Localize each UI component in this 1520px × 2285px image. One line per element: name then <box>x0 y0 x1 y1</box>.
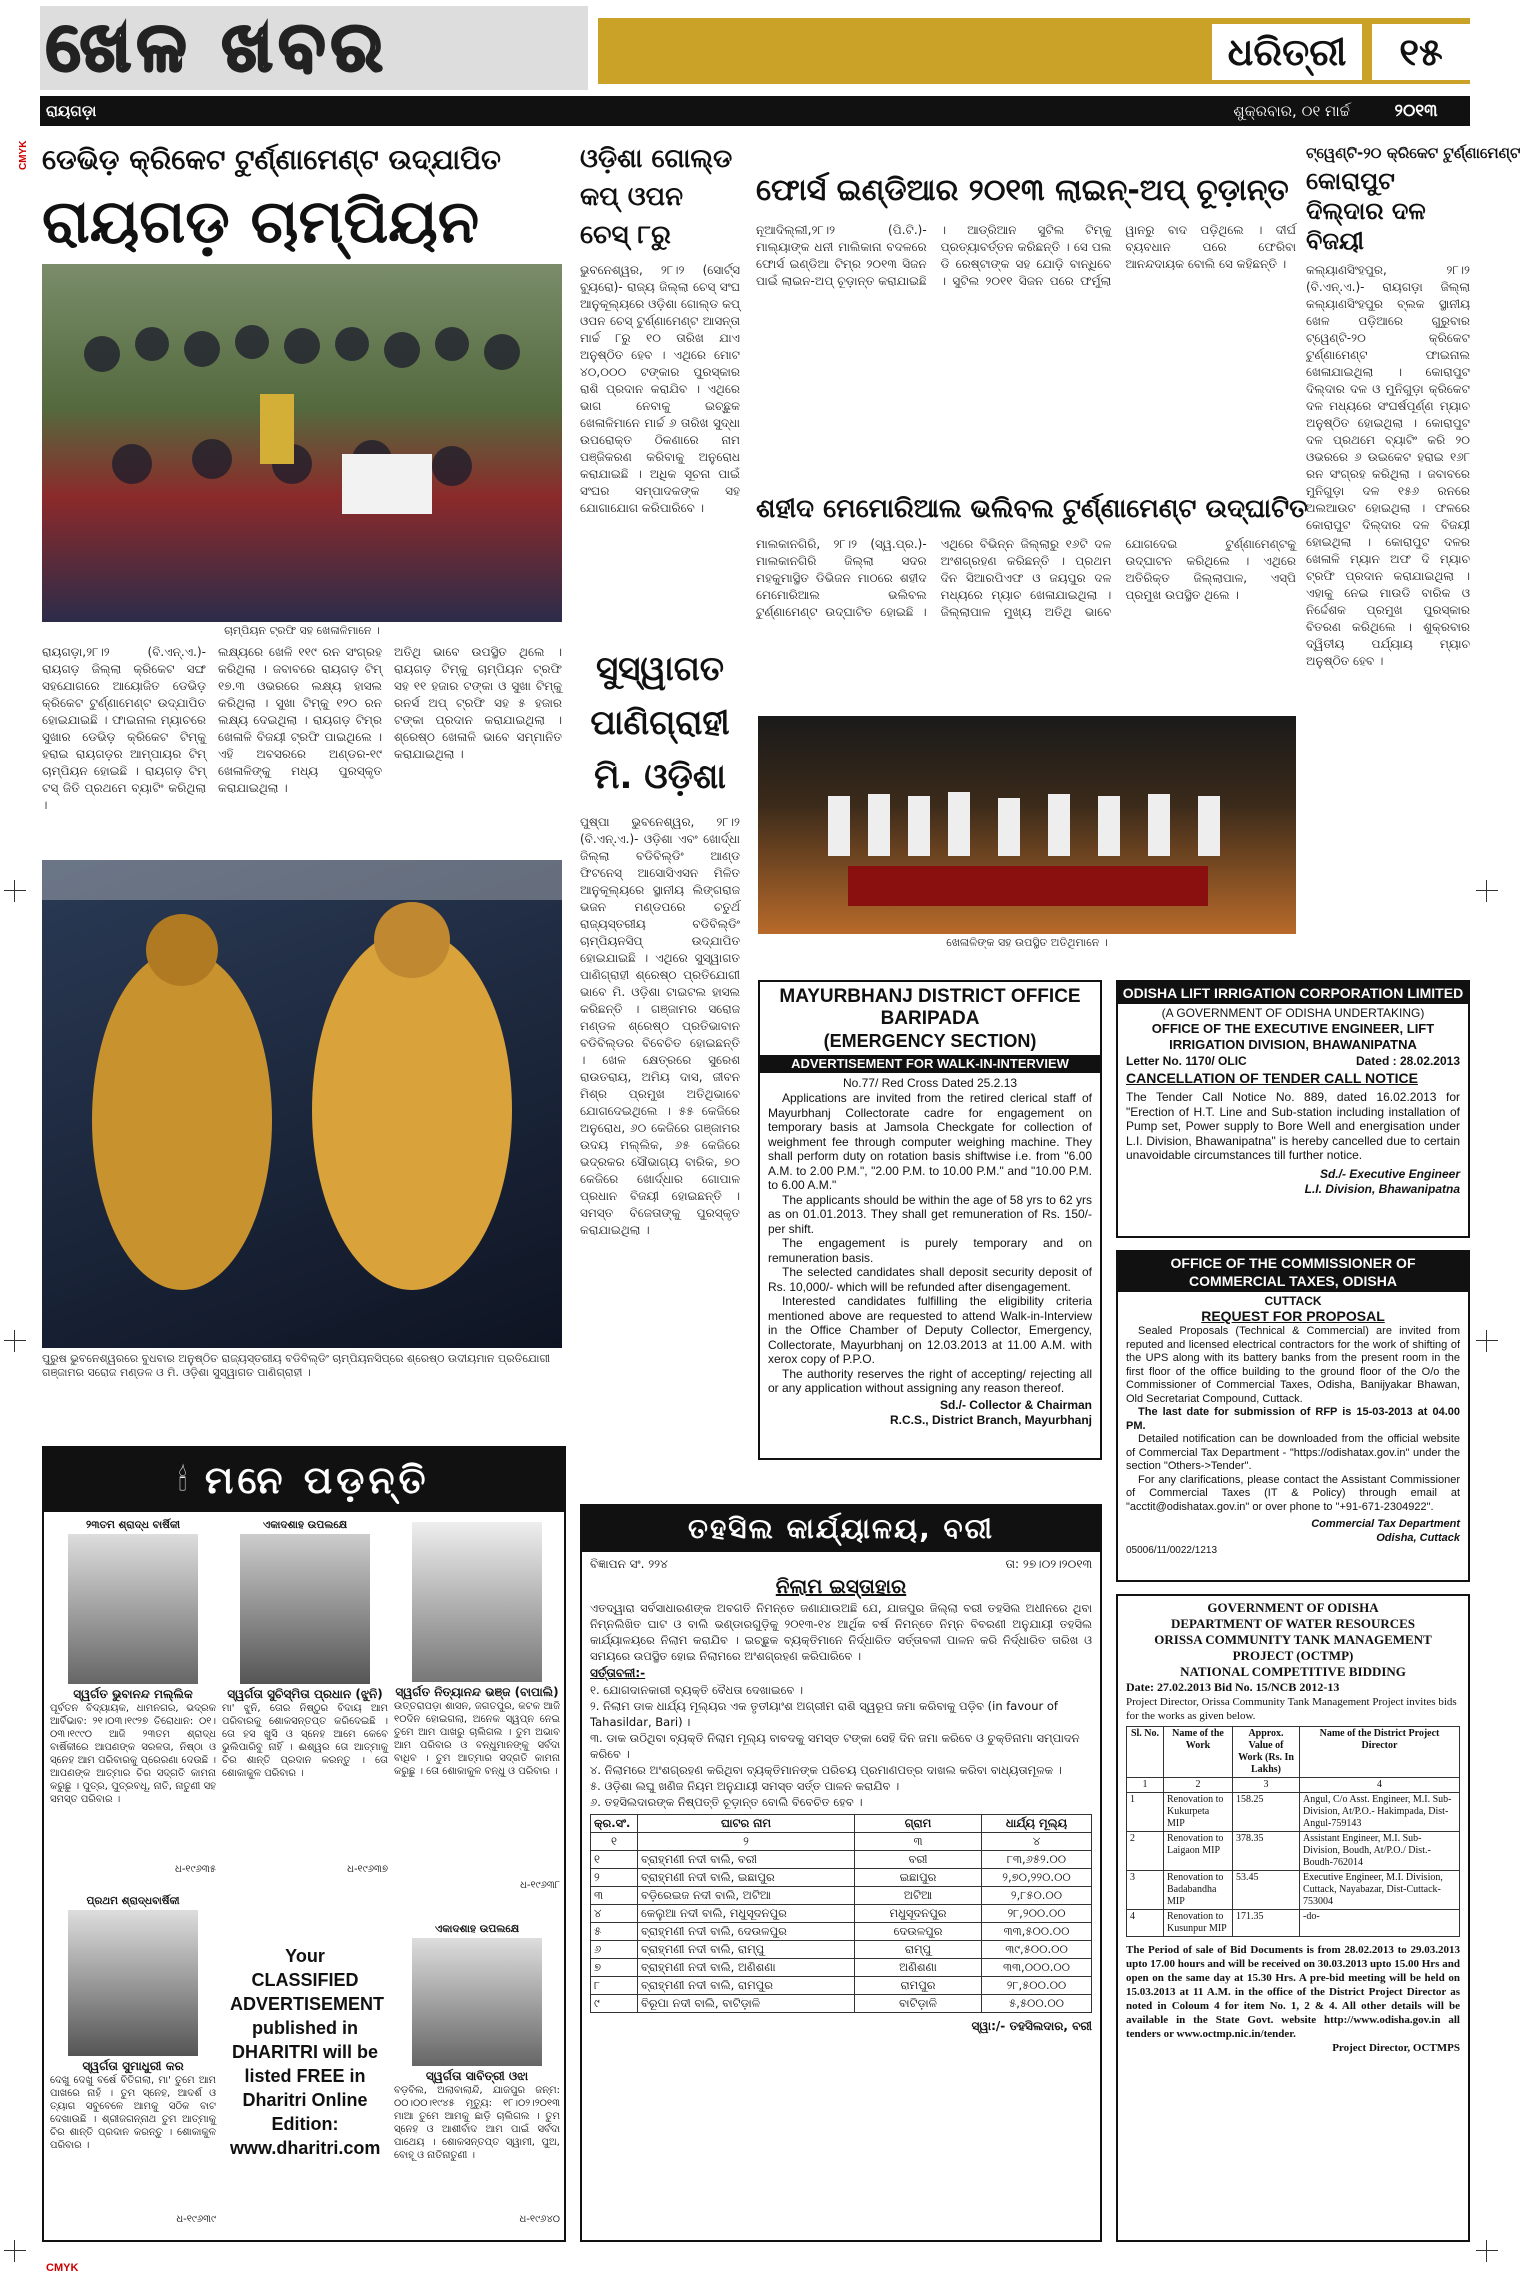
ad-tahasil-th: ଧାର୍ଯ୍ୟ ମୂଲ୍ୟ <box>982 1815 1092 1833</box>
ad-tahasil-cell: ୨୮,୨୦୦.୦୦ <box>982 1905 1092 1923</box>
ad-water-colnum: 3 <box>1233 1778 1300 1793</box>
ad-tahasil-cell: ରାମପୁର <box>855 1977 982 1995</box>
paper-name: ଧରିତ୍ରୀ <box>1212 24 1362 80</box>
dateline-date: ଶୁକ୍ରବାର, ୦୧ ମାର୍ଚ୍ଚ <box>1233 102 1350 120</box>
ad-mayurbhanj-p3: The engagement is purely temporary and on remuneration basis. <box>768 1236 1092 1265</box>
story1-body-col1: ରାୟଗଡ଼ା,୨୮।୨ (ବି.ଏନ୍.ଏ.)- ରାୟଗଡ଼ ଜିଲ୍ଲା କ୍ରିକେଟ ସଙ୍ଘ ସହଯୋଗରେ ଆୟୋଜିତ ଡେଭିଡ଼ କ୍ରିକେଟ ଟୁର୍ଣ୍ଣାମେଣ୍ଟ ଉଦ୍‌ଯାପିତ ହୋଇଯାଇଛି । ଫାଇନାଲ ମ୍ୟାଚରେ ସୁଖାର ଡେଭିଡ଼ କ୍ରିକେଟ ଟିମ୍‌କୁ ହରାଇ ରାୟଗଡ଼ର ଆମ୍ପାୟର ଟିମ୍ ଚାମ୍ପିୟନ ହୋଇଛି । ରାୟଗଡ଼ ଟିମ୍ ଟସ୍ ଜିତି ପ୍ରଥମେ ବ୍ୟାଟିଂ କରିଥିଲା । <box>42 645 206 812</box>
ad-water-cell: -do- <box>1300 1910 1460 1937</box>
ad-mayurbhanj-title1: MAYURBHANJ DISTRICT OFFICE <box>779 986 1081 1007</box>
story3-body: ପୁଷ୍ପା ଭୁବନେଶ୍ୱର, ୨୮।୨ (ବି.ଏନ୍.ଏ.)- ଓଡ଼ିଶା ଏବଂ ଖୋର୍ଦ୍ଧା ଜିଲ୍ଲା ବଡିବିଲ୍ଡିଂ ଆଣ୍ଡ ଫିଟନେସ୍ ଆସୋସିଏସନ ମିଳିତ ଆନୁକୂଲ୍ୟରେ ସ୍ଥାନୀୟ ଲିଙ୍ଗରାଜ ଭଜନ ମଣ୍ଡପରେ ଚତୁର୍ଥ ରାଜ୍ୟସ୍ତରୀୟ ବଡିବିଲ୍ଡିଂ ଚାମ୍ପିୟନସିପ୍ ଉଦ୍‌ଯାପିତ ହୋଇଯାଇଛି । ଏଥିରେ ସୁସ୍ୱାଗତ ପାଣିଗ୍ରାହୀ ଶ୍ରେଷ୍ଠ ପ୍ରତିଯୋଗୀ ଭାବେ ମି. ଓଡ଼ିଶା ଟାଇଟଲ ହାସଲ କରିଛନ୍ତି । ଗଞ୍ଜାମର ସରୋଜ ମଣ୍ଡଳ ଶ୍ରେଷ୍ଠ ପ୍ରତିଭାବାନ ବଡିବିଲ୍ଡର ବିବେଚିତ ହୋଇଛନ୍ତି । ଖେଳ କ୍ଷେତ୍ରରେ ସୁରେଶ ରାଉତରାୟ, ଅମିୟ ଦାସ, ଜୀବନ ମିଶ୍ର ପ୍ରମୁଖ ଅତିଥିଭାବେ ଯୋଗଦେଇଥିଲେ । ୫୫ କେଜିରେ ଅନୁରୋଧ, ୬୦ କେଜିରେ ଗଞ୍ଜାମର ଉଦୟ ମଲ୍ଲିକ, ୬୫ କେଜିରେ ଭଦ୍ରକର ସୌଭାଗ୍ୟ ବାରିକ, ୭୦ କେଜିରେ ଖୋର୍ଦ୍ଧାର ଗୋପାଳ ପ୍ରଧାନ ବିଜୟୀ ହୋଇଛନ୍ତି । ସମସ୍ତ ବିଜେତାଙ୍କୁ ପୁରସ୍କୃତ କରାଯାଇଥିଲା । <box>580 815 740 1237</box>
ad-tahasil-table <box>590 1814 1092 2013</box>
ad-tahasil-cell: ବ୍ରାହ୍ମଣୀ ନଦୀ ବାଲି, ରାମ୍ପୁ <box>638 1941 855 1959</box>
ad-water-t6: Project Director, Orissa Community Tank Management Project invites bids for the works as given below. <box>1126 1696 1457 1722</box>
ad-tahasil-cell: ବରୀ <box>855 1851 982 1869</box>
ad-tax-sign2: Odisha, Cuttack <box>1376 1532 1460 1544</box>
ad-mayurbhanj-p5: Interested candidates fulfilling the eligibility criteria mentioned above are requested to attend Walk-in-Interview in the Office Chamber of Deputy Collector, Emergency, Collectorate, Mayurbhanj on 12.03.2013 at 11.00 A.M. with xerox copy of P.P.O. <box>768 1294 1092 1366</box>
ad-tahasil-cell: ୮ <box>591 1977 638 1995</box>
ad-tax-title: OFFICE OF THE COMMISSIONER OF COMMERCIAL TAXES, ODISHA <box>1118 1252 1468 1292</box>
obit-tag: ଏକାଦଶାହ ଉପଲକ୍ଷେ <box>434 1923 520 1935</box>
ad-tahasil-colnum: ୪ <box>982 1833 1092 1851</box>
ad-lift-dated: Dated : 28.02.2013 <box>1355 1054 1460 1068</box>
ad-tahasil-cell: ଅଣିଶଣା <box>855 1959 982 1977</box>
obituary-section <box>42 1446 566 2242</box>
ad-tahasil-cell: ଅଟିଆ <box>855 1887 982 1905</box>
ad-water-t1: GOVERNMENT OF ODISHA <box>1207 1600 1379 1615</box>
ad-tahasil-condition: ୪. ନିଲାମରେ ଅଂଶଗ୍ରହଣ କରିଥିବା ବ୍ୟକ୍ତିମାନଙ୍କ ପରିଚୟ ପ୍ରମାଣପତ୍ର ଦାଖଲ କରିବା ବାଧ୍ୟତାମୂଳକ । <box>590 1763 1062 1777</box>
ad-water-th: Sl. No. <box>1127 1727 1164 1778</box>
ad-water-cell: 4 <box>1127 1910 1164 1937</box>
page-number: ୧୫ <box>1372 24 1470 80</box>
ad-tahasil-cell: ୨ <box>591 1869 638 1887</box>
volleyball-team-photo <box>758 716 1296 934</box>
ad-water-colnum: 4 <box>1300 1778 1460 1793</box>
table-row <box>591 1959 1092 1977</box>
ad-water-footer: The Period of sale of Bid Documents is from 28.02.2013 to 29.03.2013 upto 17.00 hours and will be received on 30.03.2013 upto 15.00 Hrs and open on the same day at 15.30 Hrs. A pre-bid meeting will be held on 15.03.2013 at 11 A.M. in the office of the District Project Director as noted in Coloum 4 for item No. 1, 2 & 4. All other details will be available in the State Govt. website http://www.odisha.gov.in all tenders or www.octmp.nic.in/tender. <box>1126 1944 1460 2040</box>
story5-body: ମାଲକାନଗିରି, ୨୮।୨ (ସ୍ୱ.ପ୍ର.)- ମାଲକାନଗିରି ଜିଲ୍ଲା ସଦର ମହକୁମାସ୍ଥିତ ଡିଭିଜନ ମାଠରେ ଶହୀଦ ମେମୋରିଆଲ ଭଲିବଲ ଟୁର୍ଣ୍ଣାମେଣ୍ଟ ଉଦ୍‌ଘାଟିତ ହୋଇଛି । ଏଥିରେ ବିଭିନ୍ନ ଜିଲ୍ଲାରୁ ୧୬ଟି ଦଳ ଅଂଶଗ୍ରହଣ କରିଛନ୍ତି । ପ୍ରଥମ ଦିନ ସିଆରପିଏଫ ଓ ଜୟପୁର ଦଳ ମଧ୍ୟରେ ମ୍ୟାଚ ଖେଳାଯାଇଥିଲା । ଜିଲ୍ଲାପାଳ ମୁଖ୍ୟ ଅତିଥି ଭାବେ ଯୋଗଦେଇ ଟୁର୍ଣ୍ଣାମେଣ୍ଟକୁ ଉଦ୍‌ଘାଟନ କରିଥିଲେ । ଏଥିରେ ଅତିରିକ୍ତ ଜିଲ୍ଲାପାଳ, ଏସ୍‌ପି ପ୍ରମୁଖ ଉପସ୍ଥିତ ଥିଲେ । <box>756 537 1296 619</box>
ad-tax-heading: REQUEST FOR PROPOSAL <box>1201 1308 1385 1324</box>
obit-tag: ୨୩ତମ ଶ୍ରାଦ୍ଧ ବାର୍ଷିକୀ <box>86 1519 180 1531</box>
ad-tahasil-cell: ୩ <box>591 1887 638 1905</box>
ad-tahasil-cell: ୨,୮୫୦.୦୦ <box>982 1887 1092 1905</box>
avatar <box>412 1522 542 1682</box>
ad-tahasil-cell: କେଲୁଆ ନଦୀ ବାଲି, ମଧୁସୂଦନପୁର <box>638 1905 855 1923</box>
story5-photo-caption: ଖେଳାଳିଙ୍କ ସହ ଉପସ୍ଥିତ ଅତିଥିମାନେ । <box>946 936 1108 949</box>
obit-card <box>50 1518 216 1888</box>
obit-name: ସ୍ୱର୍ଗତା ସୁମାଧୁରୀ କର <box>82 2059 184 2073</box>
ad-tahasil-th: ଘାଟର ନାମ <box>638 1815 855 1833</box>
ad-lift-body: The Tender Call Notice No. 889, dated 16.02.2013 for "Erection of H.T. Line and Sub-station including installation of Pump set, Power supply to Bore Well and energisation under L.I. Division, Bhawanipatna" is hereby cancelled due to certain unavoidable circumstances till further notice. <box>1126 1090 1460 1162</box>
ad-water-cell: Assistant Engineer, M.I. Sub-Division, Boudh, At/P.O./ Dist.- Boudh-762014 <box>1300 1832 1460 1871</box>
table-row <box>591 1905 1092 1923</box>
ad-mayurbhanj-banner: ADVERTISEMENT FOR WALK-IN-INTERVIEW <box>760 1055 1100 1073</box>
ad-lift-sign2: L.I. Division, Bhawanipatna <box>1304 1181 1460 1196</box>
registration-mark <box>1476 880 1498 902</box>
ad-water-cell: 158.25 <box>1233 1793 1300 1832</box>
obit-name: ସ୍ୱର୍ଗତା ସାବିତ୍ରୀ ଓଝା <box>425 2069 529 2083</box>
ad-tahasil-cell: ବ୍ରାହ୍ମଣୀ ନଦୀ ବାଲି, ଇଛାପୁର <box>638 1869 855 1887</box>
ad-water-cell: 378.35 <box>1233 1832 1300 1871</box>
registration-mark <box>4 1330 26 1352</box>
story3-headline: ସୁସ୍ୱାଗତ ପାଣିଗ୍ରାହୀ ମି. ଓଡ଼ିଶା <box>590 649 730 797</box>
ad-tahasil-date: ତା: ୨୭।୦୨।୨୦୧୩ <box>1005 1557 1092 1571</box>
ad-water-table <box>1126 1726 1460 1937</box>
masthead-title-band <box>40 6 588 90</box>
story1-kicker: ଡେଭିଡ଼ କ୍ରିକେଟ ଟୁର୍ଣ୍ଣାମେଣ୍ଟ ଉଦ୍‌ଯାପିତ <box>42 143 502 176</box>
ad-tahasil-cell: ୫ <box>591 1923 638 1941</box>
ad-tahasil-cell: ଦେଉଳପୁର <box>855 1923 982 1941</box>
cmyk-mark-top: CMYK <box>18 140 29 170</box>
table-row <box>591 1941 1092 1959</box>
ad-water-cell: Executive Engineer, M.I. Division, Cuttack, Nayabazar, Dist-Cuttack-753004 <box>1300 1871 1460 1910</box>
ad-tahasil-condition: ୩. ଡାକ ଉଠିଥିବା ବ୍ୟକ୍ତି ନିଲାମ ମୂଲ୍ୟ ବାବଦକୁ ସମସ୍ତ ଟଙ୍କା ସେହି ଦିନ ଜମା କରିବେ ଓ ଚୁକ୍ତିନାମା ସମ୍ପାଦନ କରିବେ । <box>590 1731 1080 1761</box>
ad-tahasil-table-header <box>591 1815 1092 1833</box>
ad-water-sign: Project Director, OCTMPS <box>1332 2042 1460 2054</box>
candle-icon: 🕯 <box>178 1462 187 1498</box>
bodybuilders-photo <box>42 860 562 1348</box>
obit-name: ସ୍ୱର୍ଗତା ସୁଚିସ୍ମିତା ପ୍ରଧାନ (ଝୁନି) <box>227 1687 383 1701</box>
table-row <box>591 1923 1092 1941</box>
ad-tahasil-cell: ୭ <box>591 1959 638 1977</box>
ad-tahasil-th: ଗ୍ରାମ <box>855 1815 982 1833</box>
obit-text: ମା' ଝୁନି, ତୋର ନିଷ୍ଠୁର ବିଦାୟ ଆମ ପରିବାରକୁ ଶୋକସନ୍ତପ୍ତ କରିଦେଇଛି । ତୋ ହସ ଖୁସି ଓ ସ୍ନେହ ଆମେ କେବେ ଭୁଲିପାରିବୁ ନାହିଁ । ଈଶ୍ୱର ତୋ ଆତ୍ମାକୁ ଚିର ଶାନ୍ତି ପ୍ରଦାନ କରନ୍ତୁ । ତୋ ଶୋକାକୁଳ ପରିବାର । <box>222 1703 388 1779</box>
ad-tahasil-table-nums <box>591 1833 1092 1851</box>
story1-body-col2: ଲକ୍ଷ୍ୟରେ ଖେଳି ୧୧୯ ରନ ସଂଗ୍ରହ କରିଥିଲା । ଜବାବରେ ରାୟଗଡ଼ ଟିମ୍ ୧୭.୩ ଓଭରରେ ଲକ୍ଷ୍ୟ ହାସଲ କରିଥିଲା । ସୁଖା ଟିମ୍‌କୁ ୧୨୦ ରନ ଲକ୍ଷ୍ୟ ଦେଇଥିଲା । ରାୟଗଡ଼ ଟିମ୍‌ର ଖେଳାଳି ବିଜୟୀ ଟ୍ରଫି ପାଇଥିଲେ । ଏହି ଅବସରରେ ଅଣ୍ଡର-୧୯ ଖେଳାଳିଙ୍କୁ ମଧ୍ୟ ପୁରସ୍କୃତ କରାଯାଇଥିଲା । <box>218 645 382 795</box>
ad-mayurbhanj-notice-no: No.77/ Red Cross Dated 25.2.13 <box>842 1076 1018 1090</box>
ad-tahasil-cell: ୯ <box>591 1995 638 2013</box>
ad-water-cell: Angul, C/o Asst. Engineer, M.I. Sub-Division, At/P.O.- Hakimpada, Dist-Angul-759143 <box>1300 1793 1460 1832</box>
registration-mark <box>1476 2240 1498 2262</box>
obit-text: ବଡ଼ବିଲ, ଅଲାବାଲାନ୍ଦି, ଯାଜପୁର ଜନ୍ମ: ୦୦।୦୦।୧୯୪୫ ମୃତ୍ୟୁ: ୧୮।୦୨।୨୦୧୩ ମାଆ ତୁମେ ଆମକୁ ଛାଡ଼ି ଚାଲିଗଲ । ତୁମ ସ୍ନେହ ଓ ଆଶୀର୍ବାଦ ଆମ ପାଇଁ ସର୍ବଦା ପାଥେୟ । ଶୋକସନ୍ତପ୍ତ ସ୍ୱାମୀ, ପୁଅ, ବୋହୂ ଓ ନାତିନାତୁଣୀ । <box>394 2085 560 2161</box>
table-row <box>1127 1871 1460 1910</box>
table-row <box>591 1851 1092 1869</box>
ad-water-cell: Renovation to Badabandha MIP <box>1164 1871 1233 1910</box>
ad-tahasil-colnum: ୩ <box>855 1833 982 1851</box>
ad-tax-p2: The last date for submission of RFP is 15-03-2013 at 04.00 PM. <box>1126 1406 1460 1432</box>
ad-water-th: Name of the District Project Director <box>1300 1727 1460 1778</box>
classified-promo: Your CLASSIFIED ADVERTISEMENT published in DHARITRI will be listed FREE in Dharitri Online Edition: www.dharitri.com <box>230 1946 385 2158</box>
ad-water-t5: Date: 27.02.2013 Bid No. 15/NCB 2012-13 <box>1126 1680 1340 1694</box>
ad-tahasil-intro: ଏତଦ୍ୱାରା ସର୍ବସାଧାରଣଙ୍କ ଅବଗତି ନିମନ୍ତେ ଜଣାଯାଉଅଛି ଯେ, ଯାଜପୁର ଜିଲ୍ଲା ବରୀ ତହସିଲ ଅଧୀନରେ ଥିବା ନିମ୍ନଲିଖିତ ଘାଟ ଓ ବାଲି ଭଣ୍ଡାରଗୁଡ଼ିକୁ ୨୦୧୩-୧୪ ଆର୍ଥିକ ବର୍ଷ ନିମନ୍ତେ ନିମ୍ନ ବିବରଣୀ ଅନୁଯାୟୀ ତହସିଲ କାର୍ଯ୍ୟାଳୟରେ ନିଲାମ କରାଯିବ । ଇଚ୍ଛୁକ ବ୍ୟକ୍ତିମାନେ ନିର୍ଦ୍ଧାରିତ ସର୍ତ୍ତାବଳୀ ପାଳନ କରି ନିର୍ଦ୍ଧାରିତ ତାରିଖ ଓ ସମୟରେ ଉପସ୍ଥିତ ହୋଇ ନିଲାମରେ ଅଂଶଗ୍ରହଣ କରିପାରିବେ । <box>590 1601 1092 1663</box>
avatar <box>68 1910 198 2056</box>
registration-mark <box>1476 1330 1498 1352</box>
ad-tahasil-cell: ୫,୫୦୦.୦୦ <box>982 1995 1092 2013</box>
ad-water-t3: ORISSA COMMUNITY TANK MANAGEMENT PROJECT (OCTMP) <box>1154 1632 1432 1663</box>
ad-lift-letter-row <box>1126 1053 1460 1069</box>
obit-sign: ଧ-୧୯୬୪୦ <box>519 2214 560 2225</box>
ad-mayurbhanj-p4: The selected candidates shall deposit security deposit of Rs. 10,000/- which will be refunded after disengagement. <box>768 1265 1092 1294</box>
edition-label: ରାୟଗଡ଼ା <box>46 102 97 120</box>
story6-body: କଲ୍ୟାଣସିଂହପୁର, ୨୮।୨ (ବି.ଏନ୍.ଏ.)- ରାୟଗଡ଼ା ଜିଲ୍ଲା କଲ୍ୟାଣସିଂହପୁର ବ୍ଲକ ସ୍ଥାନୀୟ ଖେଳ ପଡ଼ିଆରେ ଗୁରୁବାର ଟ୍ୱେଣ୍ଟି-୨୦ କ୍ରିକେଟ ଟୁର୍ଣ୍ଣାମେଣ୍ଟ ଫାଇନାଲ ଖେଳାଯାଇଥିଲା । କୋରାପୁଟ ଦିଲ୍‌ଦାର ଦଳ ଓ ମୁନିଗୁଡ଼ା କ୍ରିକେଟ ଦଳ ମଧ୍ୟରେ ସଂଘର୍ଷପୂର୍ଣ୍ଣ ମ୍ୟାଚ ଅନୁଷ୍ଠିତ ହୋଇଥିଲା । କୋରାପୁଟ ଦଳ ପ୍ରଥମେ ବ୍ୟାଟିଂ କରି ୨୦ ଓଭରରେ ୬ ଉଇକେଟ ହରାଇ ୧୬୮ ରନ ସଂଗ୍ରହ କରିଥିଲା । ଜବାବରେ ମୁନିଗୁଡ଼ା ଦଳ ୧୫୬ ରନରେ ଅଲଆଉଟ ହୋଇଥିଲା । ଫଳରେ କୋରାପୁଟ ଦିଲ୍‌ଦାର ଦଳ ବିଜୟୀ ହୋଇଥିଲା । କୋରାପୁଟ ଦଳର ଖେଳାଳି ମ୍ୟାନ ଅଫ ଦି ମ୍ୟାଚ ଟ୍ରଫି ପ୍ରଦାନ କରାଯାଇଥିଲା । ଏହାକୁ ନେଇ ମାଉଡି ବାରିକ ଓ ନିର୍ଦ୍ଦେଶକ ପ୍ରମୁଖ ପୁରସ୍କାର ବିତରଣ କରିଥିଲେ । ଶୁକ୍ରବାର ଦ୍ୱିତୀୟ ପର୍ଯ୍ୟାୟ ମ୍ୟାଚ ଅନୁଷ୍ଠିତ ହେବ । <box>1306 263 1470 668</box>
ad-water-cell: 2 <box>1127 1832 1164 1871</box>
ad-tahasil-condition: ୨. ନିଲାମ ଡାକ ଧାର୍ଯ୍ୟ ମୂଲ୍ୟର ଏକ ତୃତୀୟାଂଶ ଅଗ୍ରୀମ ରାଶି ସ୍ୱରୂପ ଜମା କରିବାକୁ ପଡ଼ିବ (in favour of Tahasildar, Bari) । <box>590 1699 1058 1729</box>
avatar <box>68 1534 198 1684</box>
ad-tahasil-cell: ମଧୁସୂଦନପୁର <box>855 1905 982 1923</box>
ad-tahasil-condition: ୫. ଓଡ଼ିଶା ଲଘୁ ଖଣିଜ ନିୟମ ଅନୁଯାୟୀ ସମସ୍ତ ସର୍ତ୍ତ ପାଳନ କରାଯିବ । <box>590 1779 900 1793</box>
ad-tahasil-cell: ୩୩,୫୦୦.୦୦ <box>982 1923 1092 1941</box>
ad-tahasil-condition: ୬. ତହସିଲଦାରଙ୍କ ନିଷ୍ପତ୍ତି ଚୂଡ଼ାନ୍ତ ବୋଲି ବିବେଚିତ ହେବ । <box>590 1795 863 1809</box>
story5-headline: ଶହୀଦ ମେମୋରିଆଲ ଭଲିବଲ ଟୁର୍ଣ୍ଣାମେଣ୍ଟ ଉଦ୍‌ଘାଟିତ <box>756 494 1308 524</box>
ad-mayurbhanj-p2: The applicants should be within the age of 58 yrs to 62 yrs as on 01.01.2013. They shall get remuneration of Rs. 150/- per shift. <box>768 1192 1092 1236</box>
ad-tahasil-conditions-title: ସର୍ତ୍ତାବଳୀ:- <box>590 1666 646 1680</box>
ad-tax-code: 05006/11/0022/1213 <box>1126 1545 1218 1556</box>
obit-card <box>394 1922 560 2238</box>
ad-water-t4: NATIONAL COMPETITIVE BIDDING <box>1180 1664 1406 1679</box>
ad-water-cell: 3 <box>1127 1871 1164 1910</box>
ad-mayurbhanj-title3: (EMERGENCY SECTION) <box>823 1031 1037 1051</box>
ad-tax-p1: Sealed Proposals (Technical & Commercial) are invited from reputed and licensed electrical contractors for the work of shifting of the UPS along with its battery banks from the present room in the first floor of the office building to the ground floor of the O/o the Commissioner of Commercial Taxes, Odisha, Banijyakar Bhawan, Old Secretariat Compound, Cuttack. <box>1126 1325 1460 1405</box>
obit-name: ସ୍ୱର୍ଗତ ନିତ୍ୟାନନ୍ଦ ଭଞ୍ଜ (ବାପାଲି) <box>395 1685 559 1699</box>
avatar <box>240 1534 370 1684</box>
ad-tax-city: CUTTACK <box>1264 1294 1322 1308</box>
ad-tahasil-condition: ୧. ଯୋଗଦାନକାରୀ ବ୍ୟକ୍ତି ବୈଧତା ଦେଖାଇବେ । <box>590 1683 804 1697</box>
ad-tahasil-meta-row <box>590 1556 1092 1572</box>
dateline-year: ୨୦୧୩ <box>1394 101 1438 121</box>
obit-card <box>50 1894 216 2238</box>
ad-tahasil-th: କ୍ର.ସଂ. <box>591 1815 638 1833</box>
ad-lift-heading: CANCELLATION OF TENDER CALL NOTICE <box>1126 1070 1418 1086</box>
ad-lift-irrigation <box>1116 980 1470 1238</box>
story6-headline: କୋରାପୁଟ ଦିଲ୍‌ଦାର ଦଳ ବିଜୟୀ <box>1306 167 1426 255</box>
obit-text: ଦେଖୁ ଦେଖୁ ବର୍ଷେ ବିତିଗଲା, ମା' ତୁମେ ଆମ ପାଖରେ ନାହଁ । ତୁମ ସ୍ନେହ, ଆଦର୍ଶ ଓ ତ୍ୟାଗ ସବୁବେଳେ ଆମକୁ ସଠିକ ବାଟ ଦେଖାଉଛି । ଶ୍ରୀଜଗନ୍ନାଥ ତୁମ ଆତ୍ମାକୁ ଚିର ଶାନ୍ତି ପ୍ରଦାନ କରନ୍ତୁ । ଶୋକାକୁଳ ପରିବାର । <box>50 2075 216 2151</box>
story4-headline: ଫୋର୍ସ ଇଣ୍ଡିଆର ୨୦୧୩ ଲାଇନ୍-ଅପ୍ ଚୂଡ଼ାନ୍ତ <box>756 173 1289 208</box>
ad-water-th: Name of the Work <box>1164 1727 1233 1778</box>
ad-tahasil-cell: ୮୩,୬୫୨.୦୦ <box>982 1851 1092 1869</box>
ad-lift-sign1: Sd./- Executive Engineer <box>1319 1166 1460 1181</box>
obit-sign: ଧ-୧୯୬୩୭ <box>347 1864 388 1875</box>
table-row <box>1127 1793 1460 1832</box>
story1-headline: ରାୟଗଡ଼ ଚାମ୍ପିୟନ <box>42 187 480 257</box>
ad-commercial-tax <box>1116 1250 1470 1582</box>
ad-water-cell: Renovation to Kusunpur MIP <box>1164 1910 1233 1937</box>
ad-lift-title: ODISHA LIFT IRRIGATION CORPORATION LIMITED <box>1118 982 1468 1004</box>
story2-body: ଭୁବନେଶ୍ୱର, ୨୮।୨ (ସୋର୍ଟ୍ସ ବ୍ୟୁରୋ)- ରାଜ୍ୟ ଜିଲ୍ଲା ଚେସ୍ ସଂଘ ଆନୁକୂଲ୍ୟରେ ଓଡ଼ିଶା ଗୋଲ୍ଡ କପ୍ ଓପନ ଚେସ୍ ଟୁର୍ଣ୍ଣାମେଣ୍ଟ ଆସନ୍ତା ମାର୍ଚ୍ଚ ୮ରୁ ୧୦ ତାରିଖ ଯାଏ ଅନୁଷ୍ଠିତ ହେବ । ଏଥିରେ ମୋଟ ୪୦,୦୦୦ ଟଙ୍କାର ପୁରସ୍କାର ରାଶି ପ୍ରଦାନ କରାଯିବ । ଏଥିରେ ଭାଗ ନେବାକୁ ଇଚ୍ଛୁକ ଖେଳାଳିମାନେ ମାର୍ଚ୍ଚ ୬ ତାରିଖ ସୁଦ୍ଧା ଉପରୋକ୍ତ ଠିକଣାରେ ନାମ ପଞ୍ଜିକରଣ କରିବାକୁ ଅନୁରୋଧ କରାଯାଇଛି । ଅଧିକ ସୂଚନା ପାଇଁ ସଂଘର ସମ୍ପାଦକଙ୍କ ସହ ଯୋଗାଯୋଗ କରିପାରିବେ । <box>580 263 740 515</box>
ad-lift-letter: Letter No. 1170/ OLIC <box>1126 1054 1247 1068</box>
ad-tahasil-colnum: ୧ <box>591 1833 638 1851</box>
obit-name: ସ୍ୱର୍ଗତ ଭୁବାନନ୍ଦ ମଲ୍ଲିକ <box>73 1687 193 1701</box>
ad-tahasil-colnum: ୨ <box>638 1833 855 1851</box>
table-row <box>591 1995 1092 2013</box>
ad-lift-sub1: (A GOVERNMENT OF ODISHA UNDERTAKING) <box>1161 1006 1425 1020</box>
obit-tag: ଏକାଦଶାହ ଉପଲକ୍ଷେ <box>262 1519 348 1531</box>
ad-water-t2: DEPARTMENT OF WATER RESOURCES <box>1170 1616 1416 1631</box>
ad-tahasil-cell: ୩୯,୫୦୦.୦୦ <box>982 1941 1092 1959</box>
obituary-header <box>44 1448 564 1512</box>
table-row <box>1127 1832 1460 1871</box>
volleyball-team-photo-shapes <box>758 716 1296 934</box>
ad-tahasil-heading: ନିଲାମ ଇସ୍ତାହାର <box>775 1574 907 1598</box>
ad-tahasil-cell: ୨,୭୦,୨୨୦.୦୦ <box>982 1869 1092 1887</box>
ad-tahasil-notice-no: ବିଜ୍ଞାପନ ସଂ. ୨୨୪ <box>590 1557 668 1571</box>
obituary-title: ମନେ ପଡ଼ନ୍ତି <box>204 1457 430 1502</box>
story1-photo-caption: ଚାମ୍ପିୟନ ଟ୍ରଫି ସହ ଖେଳାଳିମାନେ । <box>224 624 380 637</box>
ad-tahasil-sign: ସ୍ୱା:/- ତହସିଲଦାର, ବରୀ <box>971 2019 1092 2033</box>
cricket-team-photo <box>42 264 562 622</box>
ad-mayurbhanj-p6: The authority reserves the right of accepting/ rejecting all or any application without assigning any reason thereof. <box>768 1366 1092 1395</box>
ad-tahasil <box>580 1504 1102 2242</box>
ad-water-cell: 1 <box>1127 1793 1164 1832</box>
registration-mark <box>4 2240 26 2262</box>
ad-water-cell: 53.45 <box>1233 1871 1300 1910</box>
ad-water-colnum: 2 <box>1164 1778 1233 1793</box>
ad-water-resources <box>1116 1594 1470 2242</box>
ad-tahasil-cell: ଇଛାପୁର <box>855 1869 982 1887</box>
cricket-team-photo-shapes <box>42 264 562 622</box>
ad-water-cell: Renovation to Laigaon MIP <box>1164 1832 1233 1871</box>
ad-water-table-colnums <box>1127 1778 1460 1793</box>
ad-tahasil-cell: ବଡ଼ିରେଇଜ ନଦୀ ବାଲି, ଅଟିଆ <box>638 1887 855 1905</box>
ad-tahasil-cell: ୬ <box>591 1941 638 1959</box>
table-row <box>591 1977 1092 1995</box>
obit-card <box>394 1518 560 1918</box>
ad-water-cell: Renovation to Kukurpeta MIP <box>1164 1793 1233 1832</box>
table-row <box>591 1869 1092 1887</box>
ad-water-table-header <box>1127 1727 1460 1778</box>
story3-photo-caption: ପୁରୁଷ ଭୁବନେଶ୍ୱରରେ ବୁଧବାର ଅନୁଷ୍ଠିତ ରାଜ୍ୟସ୍ତରୀୟ ବଡିବିଲ୍ଡିଂ ଚାମ୍ପିୟନସିପ୍‌ରେ ଶ୍ରେଷ୍ଠ ଉଦୀୟମାନ ପ୍ରତିଯୋଗୀ ଗଞ୍ଜାମର ସରୋଜ ମଣ୍ଡଳ ଓ ମି. ଓଡ଼ିଶା ସୁସ୍ୱାଗତ ପାଣିଗ୍ରାହୀ । <box>42 1352 551 1379</box>
ad-tax-sign1: Commercial Tax Department <box>1311 1518 1460 1530</box>
ad-mayurbhanj-p1: Applications are invited from the retired clerical staff of Mayurbhanj Collectorate cadre for engagement on temporary basis at Jamsola Checkgate for collection of weighment fee through computer weighing machine. They shall perform duty on rotation basis shiftwise i.e. from "6.00 A.M. to 2.00 P.M.", "2.00 P.M. to 10.00 P.M." and "10.00 P.M. to 6.00 A.M." <box>768 1091 1092 1192</box>
avatar <box>412 1938 542 2066</box>
ad-mayurbhanj-sign1: Sd./- Collector & Chairman <box>939 1397 1092 1412</box>
story6-kicker: ଟ୍ୱେଣ୍ଟି-୨୦ କ୍ରିକେଟ ଟୁର୍ଣ୍ଣାମେଣ୍ଟ <box>1306 144 1520 162</box>
ad-tahasil-title: ତହସିଲ କାର୍ଯ୍ୟାଳୟ, ବରୀ <box>582 1506 1100 1552</box>
ad-tahasil-cell: ବିରୂପା ନଦୀ ବାଲି, ବାଟିଡ଼ାଳି <box>638 1995 855 2013</box>
bodybuilders-photo-shapes <box>42 860 562 1348</box>
obit-sign: ଧ-୧୯୬୩୫ <box>175 1864 216 1875</box>
ad-tahasil-cell: ବ୍ରାହ୍ମଣୀ ନଦୀ ବାଲି, ରାମପୁର <box>638 1977 855 1995</box>
obit-card <box>222 1518 388 1888</box>
ad-tax-p3: Detailed notification can be downloaded from the official website of Commercial Tax Department - "https://odishatax.gov.in" under the section "Others->Tender". <box>1126 1433 1460 1472</box>
ad-tahasil-cell: ୪ <box>591 1905 638 1923</box>
table-row <box>591 1887 1092 1905</box>
ad-mayurbhanj <box>758 980 1102 1460</box>
story4-body: ନୂଆଦିଲ୍ଲୀ,୨୮।୨ (ପି.ଟି.)- ମାଲ୍ୟାଙ୍କ ଧନୀ ମାଲିକାନା ବଦଳରେ ଫୋର୍ସ ଇଣ୍ଡିଆ ଟିମ୍‌ର ୨୦୧୩ ସିଜନ ପାଇଁ ଲାଇନ-ଅପ୍ ଚୂଡ଼ାନ୍ତ କରାଯାଇଛି । ଆଡ୍ରିଆନ ସୁଟିଲ ଟିମ୍‌କୁ ପ୍ରତ୍ୟାବର୍ତ୍ତନ କରିଛନ୍ତି । ସେ ପଲ ଡି ରେଷ୍ଟାଙ୍କ ସହ ଯୋଡ଼ି ବାନ୍ଧିବେ । ସୁଟିଲ ୨୦୧୧ ସିଜନ ପରେ ଫର୍ମୁଲା ୱାନରୁ ବାଦ ପଡ଼ିଥିଲେ । ଦୀର୍ଘ ବ୍ୟବଧାନ ପରେ ଫେରିବା ଆନନ୍ଦଦାୟକ ବୋଲି ସେ କହିଛନ୍ତି । <box>756 223 1296 288</box>
cmyk-mark-bottom: CMYK <box>46 2262 79 2274</box>
ad-water-th: Approx. Value of Work (Rs. In Lakhs) <box>1233 1727 1300 1778</box>
ad-tahasil-cell: ବ୍ରାହ୍ମଣୀ ନଦୀ ବାଲି, ଅଣିଶଣା <box>638 1959 855 1977</box>
registration-mark <box>4 880 26 902</box>
ad-tahasil-cell: ୨୮,୫୦୦.୦୦ <box>982 1977 1092 1995</box>
ad-mayurbhanj-title2: BARIPADA <box>880 1008 980 1029</box>
ad-tax-p4: For any clarifications, please contact the Assistant Commissioner of Commercial Taxes (IT & Policy) through email at "acctit@odishatax.gov.in" or over phone to "+91-671-2304922". <box>1126 1473 1460 1513</box>
section-title: ଖେଳ ଖବର <box>46 8 389 87</box>
obit-text: ଉତ୍ତରାପଡ଼ା ଶାସନ, ଜଗତପୁର, କଟକ ଆଜି ୧୦ଦିନ ହୋଇଗଲା, ଅନେକ ସ୍ୱପ୍ନ ନେଇ ତୁମେ ଆମ ପାଖରୁ ଚାଲିଗଲ । ତୁମ ଅଭାବ ଆମ ପରିବାର ଓ ବନ୍ଧୁମାନଙ୍କୁ ସର୍ବଦା ବାଧିବ । ତୁମ ଆତ୍ମାର ସଦ୍‌ଗତି କାମନା କରୁଛୁ । ତୋ ଶୋକାକୁଳ ବନ୍ଧୁ ଓ ପରିବାର । <box>394 1701 560 1777</box>
ad-tahasil-cell: ବ୍ରାହ୍ମଣୀ ନଦୀ ବାଲି, ଦେଉଳପୁର <box>638 1923 855 1941</box>
ad-tahasil-cell: ବ୍ରାହ୍ମଣୀ ନଦୀ ବାଲି, ବରୀ <box>638 1851 855 1869</box>
obit-sign: ଧ-୧୯୬୩୯ <box>176 2214 216 2225</box>
table-row <box>1127 1910 1460 1937</box>
ad-mayurbhanj-sign2: R.C.S., District Branch, Mayurbhanj <box>889 1412 1092 1427</box>
ad-tahasil-cell: ରାମ୍ପୁ <box>855 1941 982 1959</box>
obit-text: ପୂର୍ବତନ ବିଦ୍ୟାୟକ, ଧାମନଗର, ଭଦ୍ରକ ଆର୍ବିଭାବ: ୨୧।୦୩।୧୯୨୭ ତିରୋଧାନ: ୦୧।୦୩।୧୯୯୦ ଆଜି ୨୩ତମ ଶ୍ରାଦ୍ଧ ବାର୍ଷିକୀରେ ଆପଣଙ୍କ ସରଳତା, ନିଷ୍ଠା ଓ ସ୍ନେହ ଆମ ପରିବାରକୁ ପ୍ରେରଣା ଦେଉଛି । ଆପଣଙ୍କ ଆତ୍ମାର ଚିର ସଦ୍‌ଗତି କାମନା କରୁଛୁ । ପୁତ୍ର, ପୁତ୍ରବଧୂ, ନାତି, ନାତୁଣୀ ସହ ସମସ୍ତ ପରିବାର । <box>50 1703 216 1805</box>
obit-tag: ପ୍ରଥମ ଶ୍ରାଦ୍ଧବାର୍ଷିକୀ <box>86 1895 180 1907</box>
obit-sign: ଧ-୧୯୬୩୮ <box>520 1880 560 1891</box>
ad-lift-sub2: OFFICE OF THE EXECUTIVE ENGINEER, LIFT IRRIGATION DIVISION, BHAWANIPATNA <box>1151 1021 1435 1052</box>
story1-body-col3: ଅତିଥି ଭାବେ ଉପସ୍ଥିତ ଥିଲେ । ରାୟଗଡ଼ ଟିମ୍‌କୁ ଚାମ୍ପିୟନ ଟ୍ରଫି ସହ ୧୧ ହଜାର ଟଙ୍କା ଓ ସୁଖା ଟିମ୍‌କୁ ରନର୍ସ ଅପ୍ ଟ୍ରଫି ସହ ୫ ହଜାର ଟଙ୍କା ପ୍ରଦାନ କରାଯାଇଥିଲା । ଶ୍ରେଷ୍ଠ ଖେଳାଳି ଭାବେ ସମ୍ମାନିତ କରାଯାଇଥିଲା । <box>394 645 562 761</box>
ad-tahasil-cell: ବାଟିଡ଼ାଳି <box>855 1995 982 2013</box>
ad-water-cell: 171.35 <box>1233 1910 1300 1937</box>
ad-tahasil-cell: ୩୩,୦୦୦.୦୦ <box>982 1959 1092 1977</box>
ad-water-colnum: 1 <box>1127 1778 1164 1793</box>
story2-headline: ଓଡ଼ିଶା ଗୋଲ୍ଡ କପ୍ ଓପନ ଚେସ୍ ୮ରୁ <box>580 144 733 250</box>
ad-tahasil-cell: ୧ <box>591 1851 638 1869</box>
